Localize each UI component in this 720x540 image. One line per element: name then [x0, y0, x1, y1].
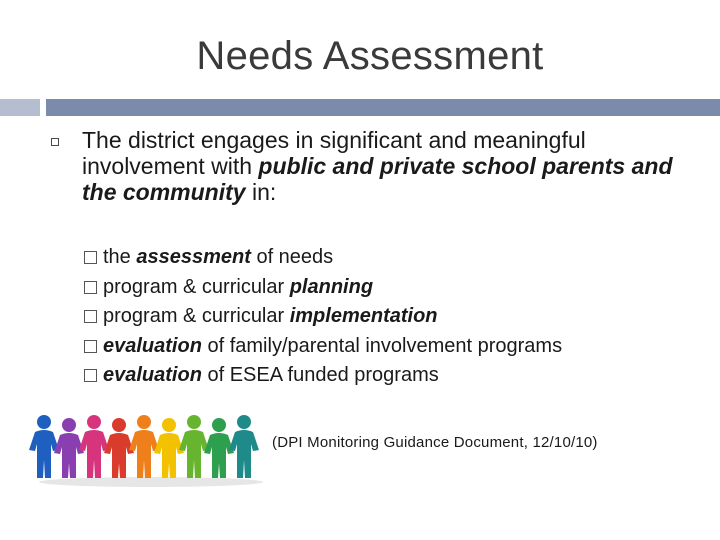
checkbox-bullet-icon [84, 281, 97, 294]
sub-bullet-text: program & curricular [103, 305, 290, 327]
sub-bullet-item [84, 273, 704, 303]
person-figure-icon [104, 418, 134, 478]
main-bullet-part: in: [245, 179, 277, 205]
person-figure-icon [154, 418, 184, 478]
group-of-people-icon [26, 408, 276, 488]
person-figure-icon [179, 415, 209, 478]
checkbox-bullet-icon [84, 340, 97, 353]
person-figure-icon [29, 415, 59, 478]
person-figure-icon [204, 418, 234, 478]
person-figure-icon [79, 415, 109, 478]
checkbox-bullet-icon [84, 251, 97, 264]
checkbox-bullet-icon [84, 310, 97, 323]
sub-bullet-item [84, 243, 704, 273]
sub-bullet-list [84, 243, 704, 391]
title-rule-right [46, 99, 720, 116]
sub-bullet-text: program & curricular [103, 275, 290, 298]
title-rule-left [0, 99, 40, 116]
main-bullet-part: The district engages in significant and meaningful involvement with [82, 127, 586, 179]
sub-bullet-text: of family/parental involvement programs [201, 334, 563, 357]
sub-bullet-emphasis: assessment [136, 246, 251, 268]
sub-bullet-emphasis: planning [289, 275, 374, 298]
citation-text: (DPI Monitoring Guidance Document, 12/10/10) [272, 434, 598, 451]
sub-bullet-item [84, 361, 704, 391]
main-bullet-emphasis: public and private school parents and the community [82, 153, 673, 205]
person-figure-icon [229, 415, 259, 478]
sub-bullet-text: of needs [250, 246, 334, 268]
square-bullet-icon [51, 138, 59, 146]
slide-title: Needs Assessment [196, 34, 544, 78]
sub-bullet-item [84, 332, 704, 362]
sub-bullet-item [84, 302, 704, 332]
sub-bullet-text: of ESEA funded programs [201, 364, 439, 386]
sub-bullet-text: the [103, 246, 137, 268]
sub-bullet-emphasis: evaluation [103, 334, 202, 357]
sub-bullet-emphasis: evaluation [103, 364, 202, 386]
person-figure-icon [54, 418, 84, 478]
main-bullet-text [82, 127, 692, 205]
sub-bullet-emphasis: implementation [289, 305, 438, 327]
person-figure-icon [129, 415, 159, 478]
checkbox-bullet-icon [84, 369, 97, 382]
